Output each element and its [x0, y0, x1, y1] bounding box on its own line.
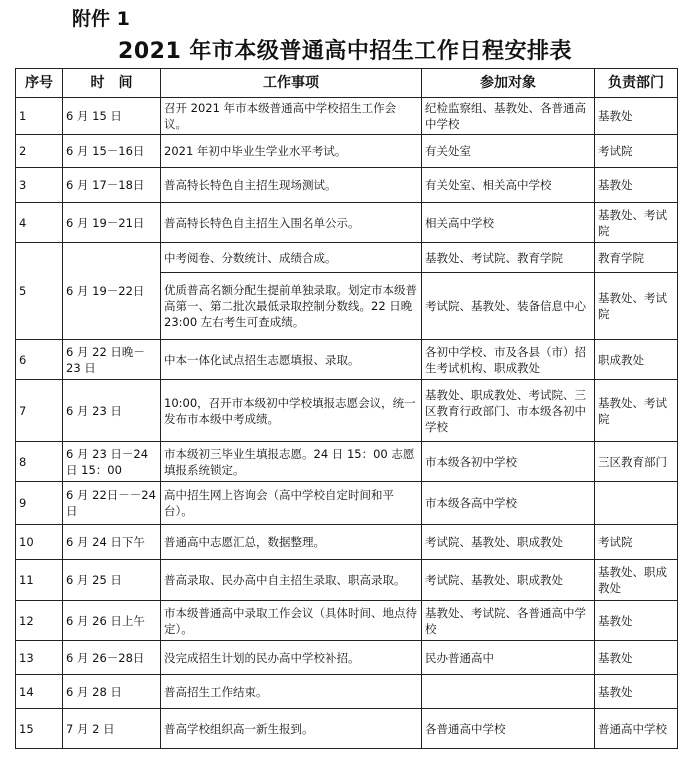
row-dept: 普通高中学校 — [595, 709, 678, 749]
row-no: 7 — [16, 380, 63, 442]
row-dept: 基教处、考试院 — [595, 380, 678, 442]
row-time: 6 月 19－21日 — [63, 203, 161, 243]
row-dept: 职成教处 — [595, 340, 678, 380]
row-dept: 基教处、职成教处 — [595, 560, 678, 601]
row-party: 考试院、基教处、职成教处 — [422, 560, 595, 601]
row-item: 普高招生工作结束。 — [161, 675, 422, 709]
table-row — [16, 243, 678, 273]
row-dept: 考试院 — [595, 135, 678, 168]
row-no: 1 — [16, 98, 63, 135]
table-row — [16, 482, 678, 525]
row-item: 没完成招生计划的民办高中学校补招。 — [161, 641, 422, 675]
annex-label: 附件 1 — [72, 8, 130, 30]
row-time: 6 月 15 日 — [63, 98, 161, 135]
row-dept: 教育学院 — [595, 243, 678, 273]
row-time: 6 月 26－28日 — [63, 641, 161, 675]
row-no: 2 — [16, 135, 63, 168]
row-no: 6 — [16, 340, 63, 380]
row-time: 6 月 17－18日 — [63, 168, 161, 203]
row-party: 基教处、职成教处、考试院、三区教育行政部门、市本级各初中学校 — [422, 380, 595, 442]
row-item: 召开 2021 年市本级普通高中学校招生工作会议。 — [161, 98, 422, 135]
row-item: 中考阅卷、分数统计、成绩合成。 — [161, 243, 422, 273]
table-row — [16, 135, 678, 168]
row-time: 6 月 22 日晚－23 日 — [63, 340, 161, 380]
row-item: 普高特长特色自主招生入围名单公示。 — [161, 203, 422, 243]
row-time: 6 月 19－22日 — [63, 243, 161, 340]
row-party: 市本级各高中学校 — [422, 482, 595, 525]
document-title: 2021 年市本级普通高中招生工作日程安排表 — [118, 39, 572, 64]
row-party: 市本级各初中学校 — [422, 442, 595, 482]
row-dept: 考试院 — [595, 525, 678, 560]
table-header-row — [16, 69, 678, 98]
row-no: 9 — [16, 482, 63, 525]
row-dept: 基教处 — [595, 98, 678, 135]
table-row — [16, 675, 678, 709]
column-header-item: 工作事项 — [161, 69, 422, 98]
table-row — [16, 601, 678, 641]
row-item: 2021 年初中毕业生学业水平考试。 — [161, 135, 422, 168]
row-time: 6 月 22日－－24日 — [63, 482, 161, 525]
column-header-time: 时 间 — [63, 69, 161, 98]
row-no: 12 — [16, 601, 63, 641]
row-party: 考试院、基教处、装备信息中心 — [422, 273, 595, 340]
table-row — [16, 560, 678, 601]
row-no: 3 — [16, 168, 63, 203]
row-party: 民办普通高中 — [422, 641, 595, 675]
schedule-table — [15, 68, 678, 749]
row-time: 6 月 26 日上午 — [63, 601, 161, 641]
row-item: 中本一体化试点招生志愿填报、录取。 — [161, 340, 422, 380]
row-dept: 三区教育部门 — [595, 442, 678, 482]
row-item: 普通高中志愿汇总，数据整理。 — [161, 525, 422, 560]
row-dept — [595, 482, 678, 525]
row-item: 优质普高名额分配生提前单独录取。划定市本级普高第一、第二批次最低录取控制分数线。22 日晚 23:00 左右考生可查成绩。 — [161, 273, 422, 340]
row-party: 考试院、基教处、职成教处 — [422, 525, 595, 560]
row-party: 有关处室、相关高中学校 — [422, 168, 595, 203]
row-party: 相关高中学校 — [422, 203, 595, 243]
row-item: 10:00，召开市本级初中学校填报志愿会议，统一发布市本级中考成绩。 — [161, 380, 422, 442]
table-row — [16, 168, 678, 203]
row-dept: 基教处 — [595, 168, 678, 203]
row-no: 11 — [16, 560, 63, 601]
row-party: 各普通高中学校 — [422, 709, 595, 749]
row-party: 纪检监察组、基教处、各普通高中学校 — [422, 98, 595, 135]
row-item: 普高学校组织高一新生报到。 — [161, 709, 422, 749]
row-time: 6 月 28 日 — [63, 675, 161, 709]
column-header-party: 参加对象 — [422, 69, 595, 98]
row-party: 有关处室 — [422, 135, 595, 168]
row-time: 7 月 2 日 — [63, 709, 161, 749]
table-row — [16, 340, 678, 380]
row-item: 市本级普通高中录取工作会议（具体时间、地点待定）。 — [161, 601, 422, 641]
row-dept: 基教处 — [595, 601, 678, 641]
row-time: 6 月 25 日 — [63, 560, 161, 601]
row-item: 普高特长特色自主招生现场测试。 — [161, 168, 422, 203]
table-row — [16, 98, 678, 135]
table-row — [16, 380, 678, 442]
row-time: 6 月 24 日下午 — [63, 525, 161, 560]
table-row — [16, 203, 678, 243]
row-item: 普高录取、民办高中自主招生录取、职高录取。 — [161, 560, 422, 601]
row-no: 4 — [16, 203, 63, 243]
row-dept: 基教处、考试院 — [595, 203, 678, 243]
table-row — [16, 442, 678, 482]
row-item: 高中招生网上咨询会（高中学校自定时间和平台）。 — [161, 482, 422, 525]
row-no: 10 — [16, 525, 63, 560]
row-no: 5 — [16, 243, 63, 340]
row-party — [422, 675, 595, 709]
table-row — [16, 525, 678, 560]
row-no: 13 — [16, 641, 63, 675]
row-no: 15 — [16, 709, 63, 749]
column-header-dept: 负责部门 — [595, 69, 678, 98]
row-no: 8 — [16, 442, 63, 482]
table-row — [16, 709, 678, 749]
row-dept: 基教处、考试院 — [595, 273, 678, 340]
column-header-no: 序号 — [16, 69, 63, 98]
row-party: 基教处、考试院、各普通高中学校 — [422, 601, 595, 641]
row-dept: 基教处 — [595, 675, 678, 709]
row-time: 6 月 15－16日 — [63, 135, 161, 168]
row-time: 6 月 23 日－24 日 15：00 — [63, 442, 161, 482]
row-item: 市本级初三毕业生填报志愿。24 日 15：00 志愿填报系统锁定。 — [161, 442, 422, 482]
table-row — [16, 641, 678, 675]
row-dept: 基教处 — [595, 641, 678, 675]
row-party: 基教处、考试院、教育学院 — [422, 243, 595, 273]
row-party: 各初中学校、市及各县（市）招生考试机构、职成教处 — [422, 340, 595, 380]
row-time: 6 月 23 日 — [63, 380, 161, 442]
row-no: 14 — [16, 675, 63, 709]
